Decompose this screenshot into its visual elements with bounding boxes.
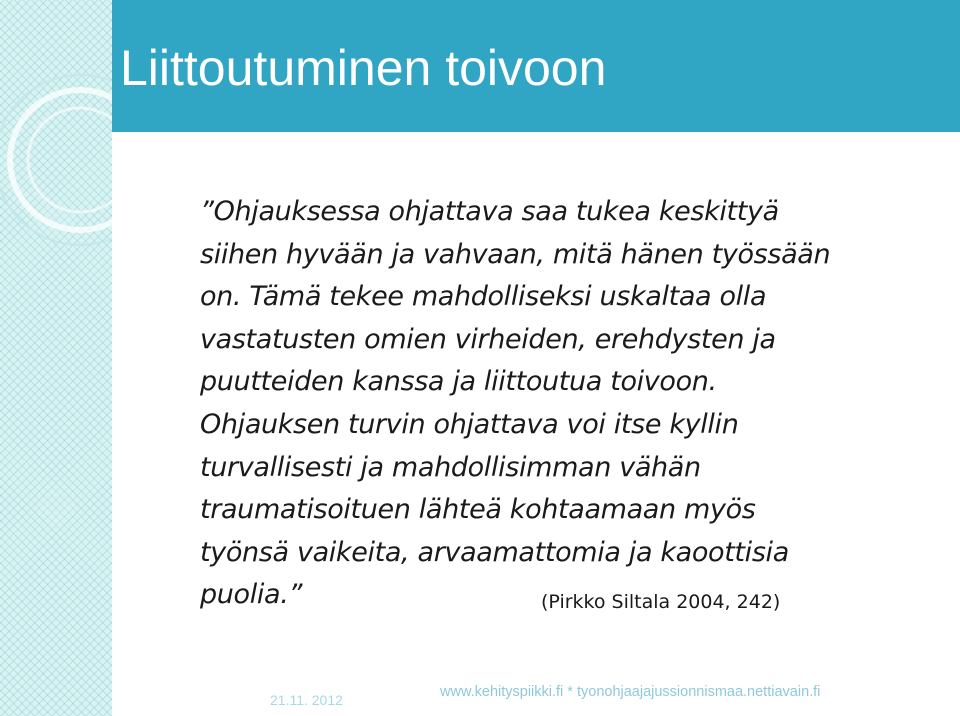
quote-line: siihen hyvään ja vahvaan, mitä hänen työssään <box>200 238 831 270</box>
slide-title: Liittoutuminen toivoon <box>120 40 607 96</box>
quote-line: traumatisoituen lähteä kohtaamaan myös <box>200 494 756 526</box>
quote-line: Ohjauksen turvin ohjattava voi itse kyllin <box>200 408 739 440</box>
quote-line: työnsä vaikeita, arvaamattomia ja kaoottisia <box>200 536 789 568</box>
footer-date: 21.11. 2012 <box>270 692 343 708</box>
citation: (Pirkko Siltala 2004, 242) <box>541 591 781 613</box>
footer-url: www.kehityspiikki.fi * tyonohjaajajussionnismaa.nettiavain.fi <box>440 684 821 700</box>
title-bar <box>112 0 960 132</box>
decorative-circles <box>0 0 112 716</box>
quote-block <box>200 191 920 617</box>
quote-line: puutteiden kanssa ja liittoutua toivoon. <box>200 366 717 398</box>
quote-line: on. Tämä tekee mahdolliseksi uskaltaa olla <box>200 281 767 313</box>
quote-line: ”Ohjauksessa ohjattava saa tukea keskittyä <box>200 196 779 227</box>
quote-line: vastatusten omien virheiden, erehdysten ja <box>200 323 776 355</box>
quote-line: puolia.” <box>200 579 303 611</box>
quote-line: turvallisesti ja mahdollisimman vähän <box>200 451 701 483</box>
